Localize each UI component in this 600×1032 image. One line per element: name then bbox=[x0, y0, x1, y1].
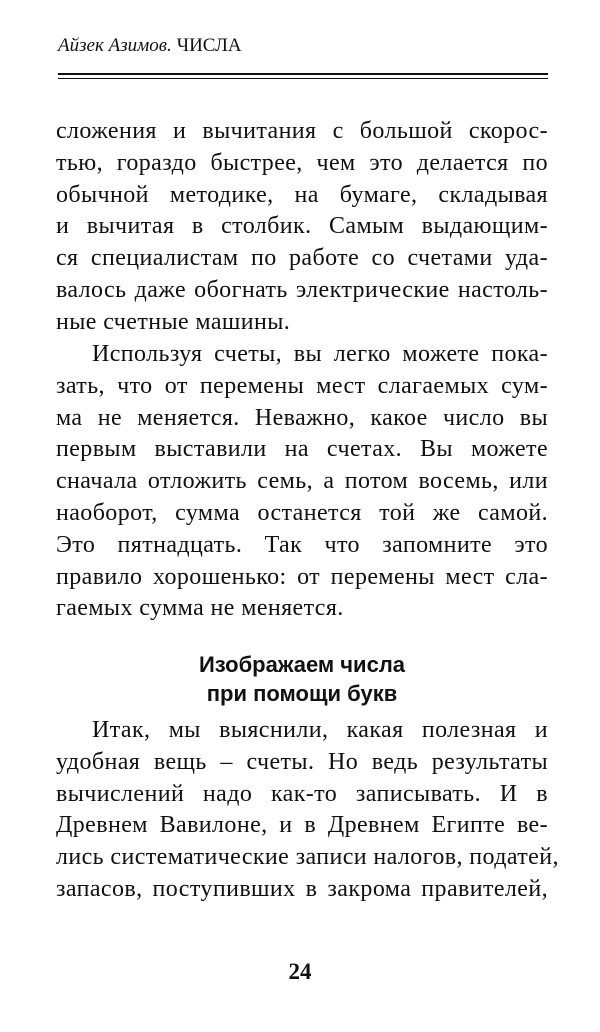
page-number: 24 bbox=[288, 959, 312, 984]
text-line: первым выставили на счетах. Вы можете bbox=[56, 436, 548, 463]
section-heading-line-1: Изображаем числа bbox=[198, 652, 406, 677]
text-line: гаемых сумма не меняется. bbox=[56, 595, 344, 622]
text-line: ма не меняется. Неважно, какое число вы bbox=[56, 404, 548, 431]
paragraph-3 bbox=[56, 715, 559, 906]
author-name: Айзек Азимов. bbox=[58, 35, 172, 56]
paragraph-1 bbox=[56, 116, 548, 339]
paragraph-2 bbox=[56, 339, 548, 625]
text-line: тью, гораздо быстрее, чем это делается по bbox=[56, 149, 548, 176]
text-line: ся специалистам по работе со счетами уда- bbox=[56, 245, 548, 272]
text-line: Это пятнадцать. Так что запомните это bbox=[56, 531, 548, 558]
text-line: ные счетные машины. bbox=[56, 308, 291, 335]
text-line: Итак, мы выяснили, какая полезная и bbox=[92, 717, 548, 743]
text-line: Используя счеты, вы легко можете пока- bbox=[92, 341, 548, 367]
text-line: удобная вещь – счеты. Но ведь результаты bbox=[56, 748, 548, 775]
text-line: наоборот, сумма останется той же самой. bbox=[56, 499, 548, 526]
book-title: ЧИСЛА bbox=[176, 35, 242, 56]
text-line: валось даже обогнать электрические настоль- bbox=[56, 276, 548, 303]
text-line: лись систематические записи налогов, податей, bbox=[56, 844, 559, 871]
running-head bbox=[58, 34, 242, 58]
text-line: сначала отложить семь, а потом восемь, или bbox=[56, 468, 548, 495]
text-line: зать, что от перемены мест слагаемых сум- bbox=[56, 372, 548, 399]
text-line: обычной методике, на бумаге, складывая bbox=[56, 181, 548, 208]
section-heading-line-2: при помощи букв bbox=[206, 681, 398, 706]
header-rule-bottom bbox=[58, 78, 548, 79]
header-rule-top bbox=[58, 73, 548, 75]
text-line: Древнем Вавилоне, и в Древнем Египте ве- bbox=[56, 812, 548, 839]
text-line: запасов, поступивших в закрома правителей, bbox=[56, 875, 548, 902]
text-line: сложения и вычитания с большой скорос- bbox=[56, 118, 548, 144]
section-heading bbox=[56, 650, 548, 708]
text-line: вычислений надо как-то записывать. И в bbox=[56, 780, 548, 807]
text-line: и вычитая в столбик. Самым выдающим- bbox=[56, 213, 548, 240]
text-line: правило хорошенько: от перемены мест сла- bbox=[56, 563, 548, 590]
